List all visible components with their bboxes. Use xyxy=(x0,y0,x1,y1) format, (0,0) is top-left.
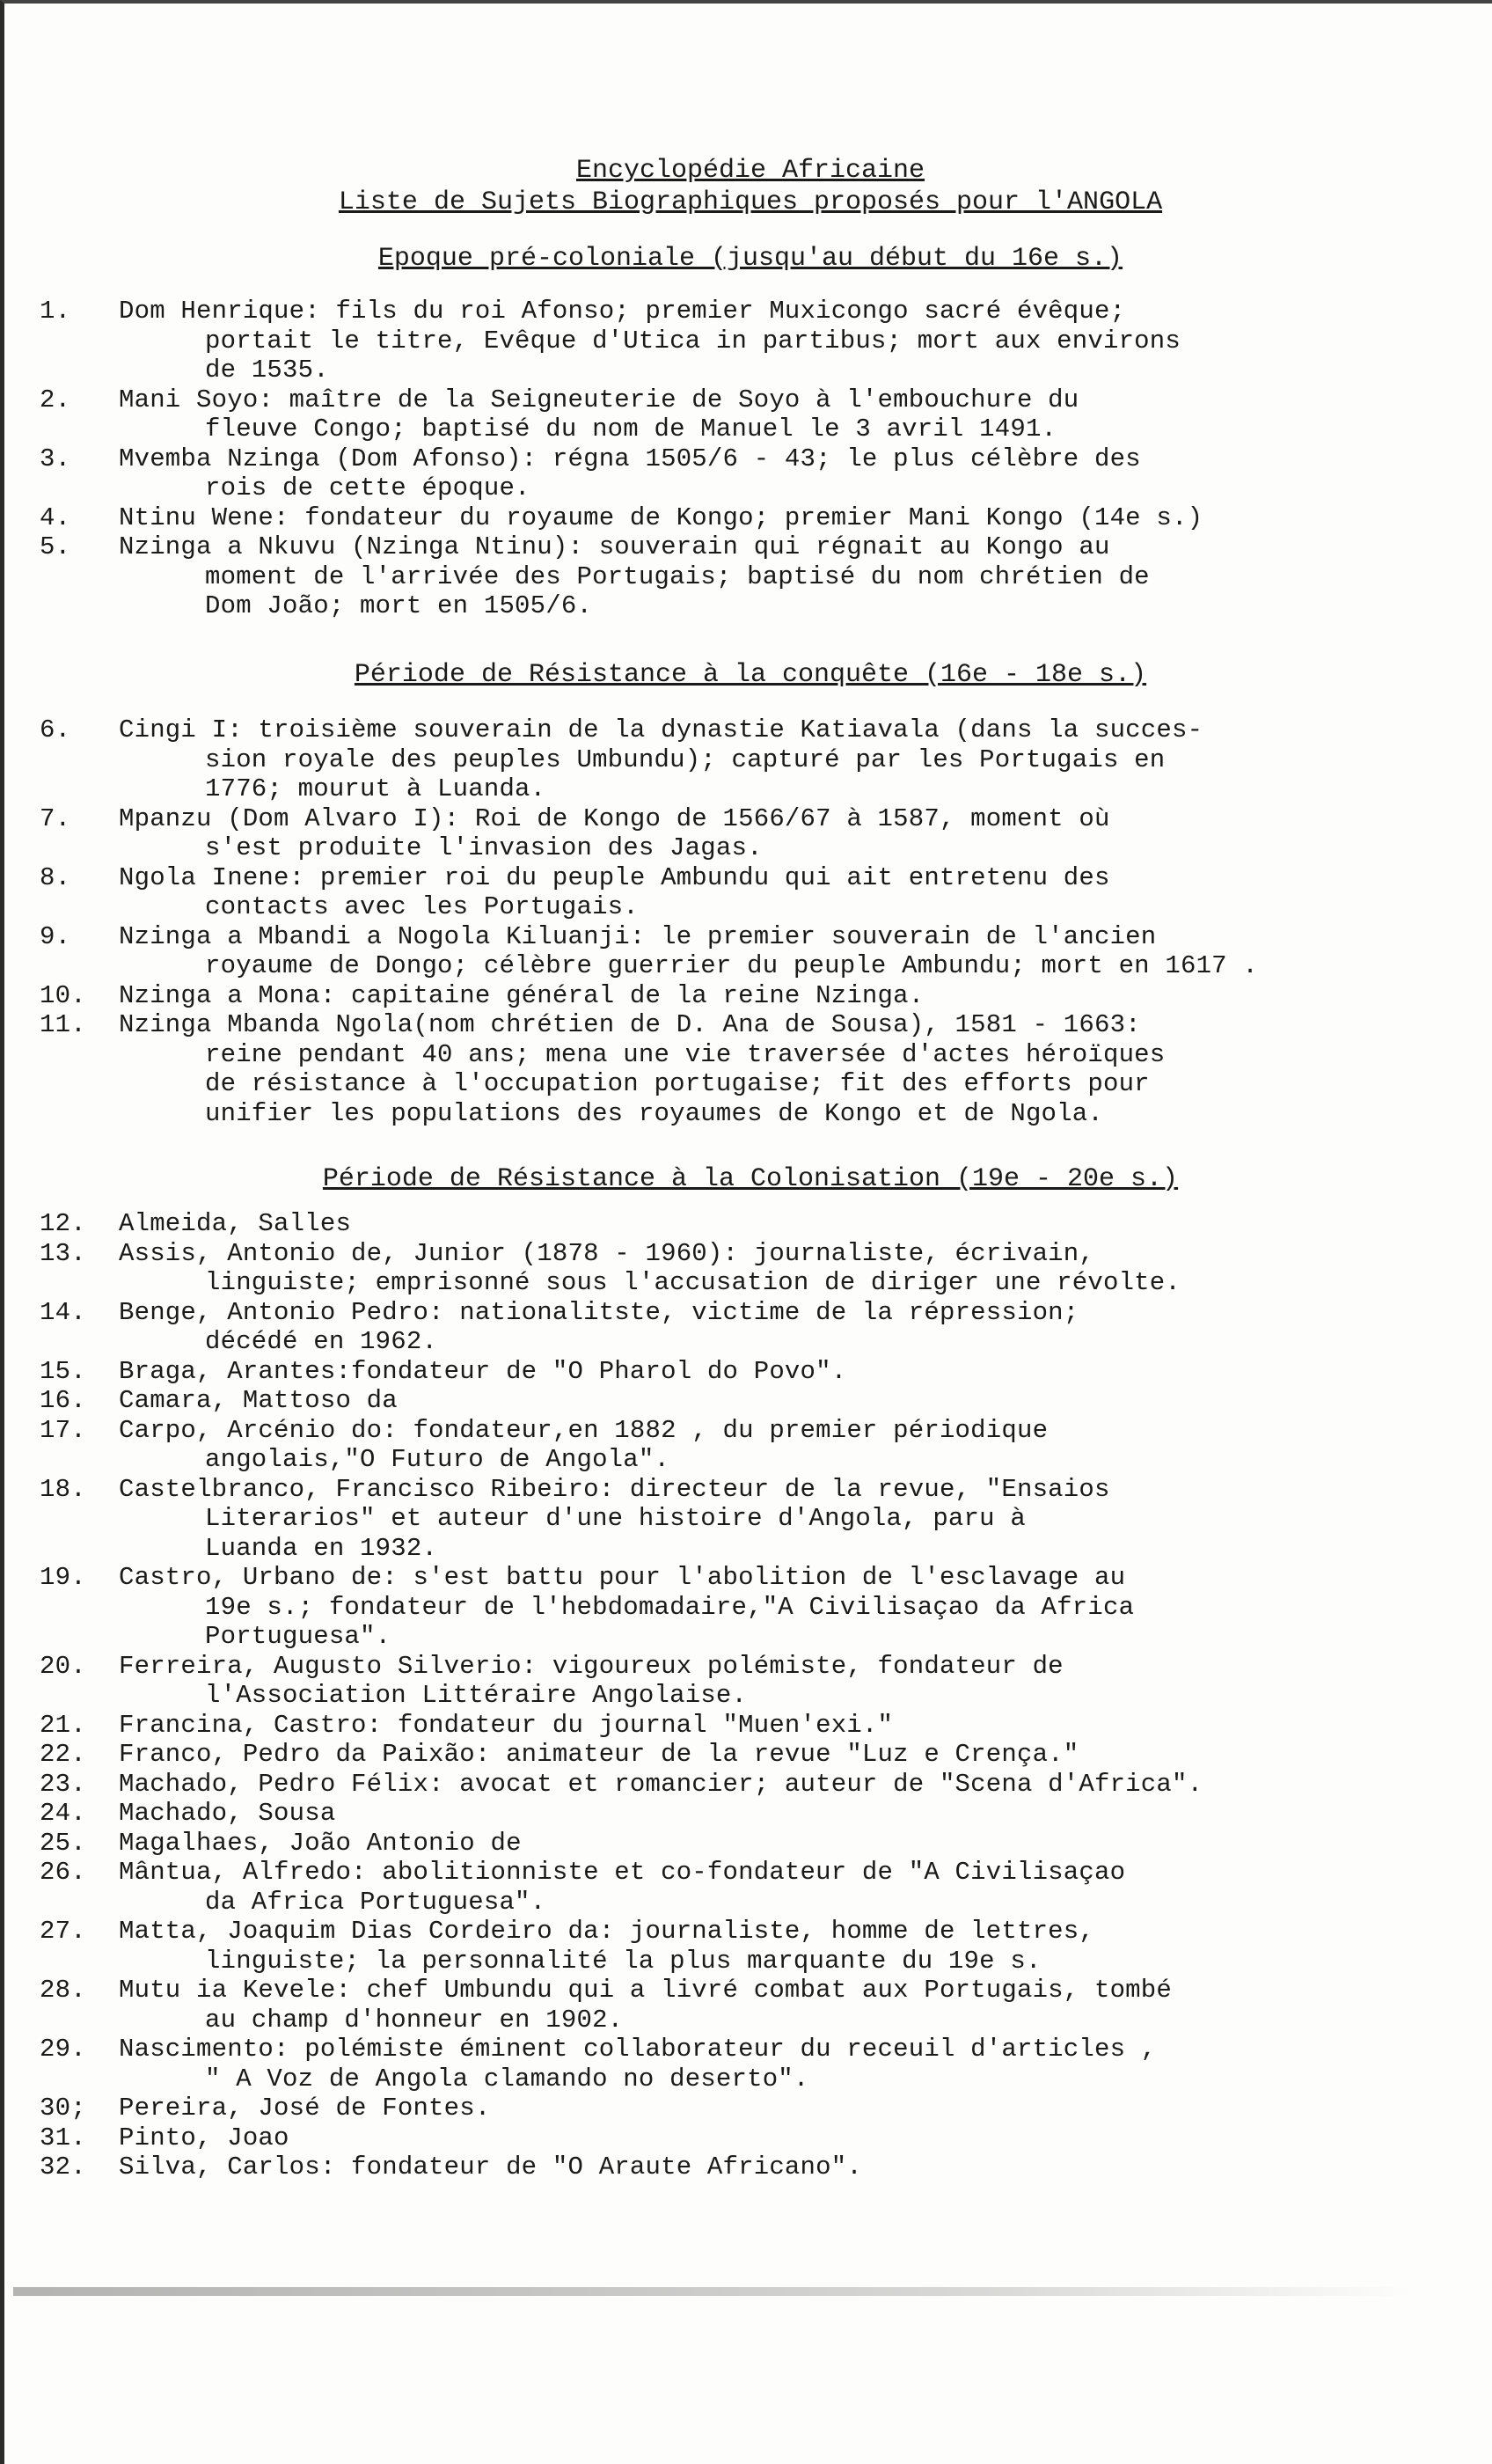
entry-text xyxy=(119,1563,1306,1652)
list-item xyxy=(40,981,1306,1011)
entry-text xyxy=(119,1475,1306,1564)
entry-line: 19e s.; fondateur de l'hebdomadaire,"A Civilisaçao da Africa xyxy=(205,1592,1135,1622)
entry-line: Pereira, José de Fontes. xyxy=(119,2094,491,2123)
entry-text xyxy=(119,1239,1306,1298)
entry-line: Machado, Pedro Félix: avocat et romancier; auteur de "Scena d'Africa". xyxy=(119,1769,1203,1799)
entry-line: sion royale des peuples Umbundu); capturé par les Portugais en xyxy=(205,744,1166,774)
list-item xyxy=(40,804,1306,863)
entry-number: 29. xyxy=(40,2035,86,2064)
list-item xyxy=(40,1740,1306,1770)
entry-line: rois de cette époque. xyxy=(205,473,530,502)
section-title-precolonial: Epoque pré-coloniale (jusqu'au début du 16e s.) xyxy=(377,244,1123,274)
entry-text xyxy=(119,503,1306,533)
list-item xyxy=(40,532,1306,621)
entry-line: Almeida, Salles xyxy=(119,1209,352,1238)
entry-number: 14. xyxy=(40,1297,86,1327)
list-item xyxy=(40,503,1306,533)
entry-line: Mpanzu (Dom Alvaro I): Roi de Kongo de 1566/67 à 1587, moment où xyxy=(119,803,1110,833)
entry-number: 13. xyxy=(40,1238,86,1268)
entry-number: 8. xyxy=(40,862,71,892)
entry-number: 12. xyxy=(40,1209,86,1238)
list-item xyxy=(40,444,1306,503)
entry-list-precolonial xyxy=(40,297,1306,621)
entry-text xyxy=(119,981,1306,1011)
entry-text xyxy=(119,532,1306,621)
list-item xyxy=(40,1239,1306,1298)
section-title-resistance-conquest: Période de Résistance à la conquête (16e - 18e s.) xyxy=(354,660,1147,690)
entry-text xyxy=(119,1711,1306,1741)
entry-line: Francina, Castro: fondateur du journal "Muen'exi." xyxy=(119,1710,894,1740)
entry-number: 24. xyxy=(40,1799,86,1828)
entry-line: Mvemba Nzinga (Dom Afonso): régna 1505/6 - 43; le plus célèbre des xyxy=(119,444,1141,473)
entry-number: 20. xyxy=(40,1651,86,1681)
entry-line: " A Voz de Angola clamando no deserto". xyxy=(205,2064,809,2094)
list-item xyxy=(40,1416,1306,1475)
entry-line: Ngola Inene: premier roi du peuple Ambundu qui ait entretenu des xyxy=(119,862,1110,892)
entry-number: 6. xyxy=(40,715,71,744)
entry-number: 22. xyxy=(40,1740,86,1769)
list-item xyxy=(40,1563,1306,1652)
list-item xyxy=(40,1652,1306,1711)
entry-number: 1. xyxy=(40,297,71,326)
entry-line: l'Association Littéraire Angolaise. xyxy=(205,1681,748,1710)
entry-line: Benge, Antonio Pedro: nationalitste, victime de la répression; xyxy=(119,1297,1079,1327)
entry-number: 25. xyxy=(40,1828,86,1858)
entry-line: portait le titre, Evêque d'Utica in partibus; mort aux environs xyxy=(205,326,1181,356)
entry-line: Dom João; mort en 1505/6. xyxy=(205,591,593,620)
list-item xyxy=(40,2123,1306,2153)
entry-text xyxy=(119,1858,1306,1917)
list-item xyxy=(40,1917,1306,1976)
entry-number: 18. xyxy=(40,1474,86,1504)
entry-line: décédé en 1962. xyxy=(205,1327,438,1356)
entry-line: fleuve Congo; baptisé du nom de Manuel le 3 avril 1491. xyxy=(205,414,1057,444)
entry-text xyxy=(119,1209,1306,1239)
entry-text xyxy=(119,1740,1306,1770)
entry-number: 11. xyxy=(40,1010,86,1039)
entry-text xyxy=(119,804,1306,863)
list-item xyxy=(40,2152,1306,2182)
entry-line: Mutu ia Kevele: chef Umbundu qui a livré combat aux Portugais, tombé xyxy=(119,1976,1172,2005)
list-item xyxy=(40,1386,1306,1416)
list-item xyxy=(40,1357,1306,1387)
entry-line: Matta, Joaquim Dias Cordeiro da: journaliste, homme de lettres, xyxy=(119,1917,1094,1946)
entry-text xyxy=(119,863,1306,922)
entry-text xyxy=(119,1416,1306,1475)
list-item xyxy=(40,1298,1306,1357)
entry-text xyxy=(119,1357,1306,1387)
entry-number: 5. xyxy=(40,532,71,561)
list-item xyxy=(40,1209,1306,1239)
entry-text xyxy=(119,1652,1306,1711)
entry-text xyxy=(119,2035,1306,2094)
entry-number: 30; xyxy=(40,2094,86,2123)
entry-text xyxy=(119,1829,1306,1859)
entry-text xyxy=(119,444,1306,503)
entry-line: Magalhaes, João Antonio de xyxy=(119,1828,522,1858)
list-item xyxy=(40,1858,1306,1917)
entry-line: Luanda en 1932. xyxy=(205,1533,438,1563)
entry-number: 9. xyxy=(40,921,71,951)
entry-line: Portuguesa". xyxy=(205,1622,391,1651)
list-item xyxy=(40,1799,1306,1829)
entry-text xyxy=(119,715,1306,804)
scan-edge-smudge xyxy=(13,2287,1412,2296)
entry-line: da Africa Portuguesa". xyxy=(205,1887,546,1917)
entry-line: reine pendant 40 ans; mena une vie traversée d'actes héroïques xyxy=(205,1039,1166,1069)
entry-number: 21. xyxy=(40,1710,86,1740)
entry-line: moment de l'arrivée des Portugais; baptisé du nom chrétien de xyxy=(205,561,1150,591)
entry-text xyxy=(119,1010,1306,1128)
entry-number: 23. xyxy=(40,1769,86,1799)
document-title: Encyclopédie Africaine xyxy=(575,156,925,186)
entry-line: linguiste; la personnalité la plus marquante du 19e s. xyxy=(205,1946,1042,1976)
entry-line: Pinto, Joao xyxy=(119,2123,289,2152)
entry-line: unifier les populations des royaumes de Kongo et de Ngola. xyxy=(205,1098,1103,1128)
entry-line: Nzinga a Nkuvu (Nzinga Ntinu): souverain qui régnait au Kongo au xyxy=(119,532,1110,561)
list-item xyxy=(40,1711,1306,1741)
section-title-resistance-colonisation: Période de Résistance à la Colonisation (19e - 20e s.) xyxy=(322,1164,1179,1194)
entry-number: 4. xyxy=(40,502,71,532)
document-subtitle: Liste de Sujets Biographiques proposés pour l'ANGOLA xyxy=(338,187,1163,217)
entry-number: 2. xyxy=(40,385,71,414)
list-item xyxy=(40,1976,1306,2035)
list-item xyxy=(40,385,1306,444)
entry-text xyxy=(119,1917,1306,1976)
entry-line: contacts avec les Portugais. xyxy=(205,892,639,921)
entry-text xyxy=(119,2152,1306,2182)
entry-line: Nzinga a Mbandi a Nogola Kiluanji: le premier souverain de l'ancien xyxy=(119,921,1157,951)
entry-number: 31. xyxy=(40,2123,86,2152)
entry-line: Castelbranco, Francisco Ribeiro: directeur de la revue, "Ensaios xyxy=(119,1474,1110,1504)
document-header xyxy=(4,155,1492,218)
entry-text xyxy=(119,1770,1306,1800)
entry-number: 32. xyxy=(40,2152,86,2182)
entry-line: Cingi I: troisième souverain de la dynastie Katiavala (dans la succes- xyxy=(119,715,1203,744)
entry-line: Camara, Mattoso da xyxy=(119,1386,398,1415)
list-item xyxy=(40,1010,1306,1128)
entry-line: Nascimento: polémiste éminent collaborateur du receuil d'articles , xyxy=(119,2035,1157,2064)
entry-line: Nzinga Mbanda Ngola(nom chrétien de D. Ana de Sousa), 1581 - 1663: xyxy=(119,1010,1141,1039)
entry-line: 1776; mourut à Luanda. xyxy=(205,774,546,803)
entry-line: Ntinu Wene: fondateur du royaume de Kongo; premier Mani Kongo (14e s.) xyxy=(119,502,1203,532)
entry-line: Literarios" et auteur d'une histoire d'Angola, paru à xyxy=(205,1504,1026,1533)
list-item xyxy=(40,863,1306,922)
entry-line: Assis, Antonio de, Junior (1878 - 1960): journaliste, écrivain, xyxy=(119,1238,1094,1268)
entry-line: royaume de Dongo; célèbre guerrier du peuple Ambundu; mort en 1617 . xyxy=(205,951,1258,980)
entry-number: 17. xyxy=(40,1415,86,1445)
entry-number: 15. xyxy=(40,1356,86,1386)
list-item xyxy=(40,2035,1306,2094)
entry-number: 27. xyxy=(40,1917,86,1946)
entry-text xyxy=(119,297,1306,385)
list-item xyxy=(40,1475,1306,1564)
entry-list-resistance-colonisation xyxy=(40,1209,1306,2182)
entry-line: Silva, Carlos: fondateur de "O Araute Africano". xyxy=(119,2152,862,2182)
entry-line: Machado, Sousa xyxy=(119,1799,336,1828)
entry-line: de résistance à l'occupation portugaise; fit des efforts pour xyxy=(205,1069,1150,1098)
entry-text xyxy=(119,2123,1306,2153)
entry-text xyxy=(119,1799,1306,1829)
entry-line: Mani Soyo: maître de la Seigneuterie de Soyo à l'embouchure du xyxy=(119,385,1079,414)
entry-text xyxy=(119,2094,1306,2123)
list-item xyxy=(40,715,1306,804)
entry-text xyxy=(119,385,1306,444)
entry-text xyxy=(119,922,1306,981)
entry-list-resistance-conquest xyxy=(40,715,1306,1128)
entry-line: s'est produite l'invasion des Jagas. xyxy=(205,833,763,862)
entry-line: au champ d'honneur en 1902. xyxy=(205,2005,624,2035)
list-item xyxy=(40,1770,1306,1800)
entry-line: Ferreira, Augusto Silverio: vigoureux polémiste, fondateur de xyxy=(119,1651,1064,1681)
entry-line: Castro, Urbano de: s'est battu pour l'abolition de l'esclavage au xyxy=(119,1563,1126,1592)
entry-number: 26. xyxy=(40,1858,86,1887)
entry-line: Dom Henrique: fils du roi Afonso; premier Muxicongo sacré évêque; xyxy=(119,297,1126,326)
entry-line: Mântua, Alfredo: abolitionniste et co-fondateur de "A Civilisaçao xyxy=(119,1858,1126,1887)
list-item xyxy=(40,2094,1306,2123)
entry-number: 28. xyxy=(40,1976,86,2005)
entry-text xyxy=(119,1386,1306,1416)
entry-line: Braga, Arantes:fondateur de "O Pharol do Povo". xyxy=(119,1356,847,1386)
entry-line: linguiste; emprisonné sous l'accusation de diriger une révolte. xyxy=(205,1268,1181,1297)
list-item xyxy=(40,922,1306,981)
list-item xyxy=(40,1829,1306,1859)
entry-text xyxy=(119,1976,1306,2035)
entry-line: Carpo, Arcénio do: fondateur,en 1882 , du premier périodique xyxy=(119,1415,1049,1445)
entry-number: 19. xyxy=(40,1563,86,1592)
entry-text xyxy=(119,1298,1306,1357)
entry-line: Franco, Pedro da Paixão: animateur de la revue "Luz e Crença." xyxy=(119,1740,1079,1769)
entry-number: 16. xyxy=(40,1386,86,1415)
entry-number: 10. xyxy=(40,980,86,1010)
entry-line: de 1535. xyxy=(205,356,329,385)
entry-line: angolais,"O Futuro de Angola". xyxy=(205,1445,670,1474)
list-item xyxy=(40,297,1306,385)
entry-number: 7. xyxy=(40,803,71,833)
entry-number: 3. xyxy=(40,444,71,473)
entry-line: Nzinga a Mona: capitaine général de la reine Nzinga. xyxy=(119,980,925,1010)
